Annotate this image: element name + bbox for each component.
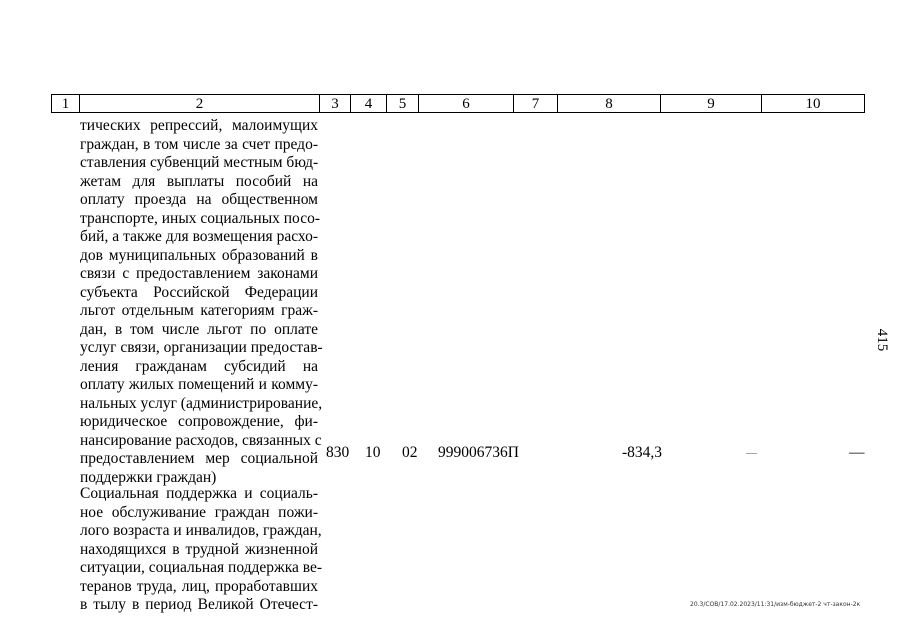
text-line: нальных услуг (администрирование, xyxy=(80,394,323,412)
text-line: ситуации, социальная поддержка ве- xyxy=(80,559,323,576)
text-line: ное обслуживание граждан пожи- xyxy=(80,503,318,521)
text-line: ставления субвенций местным бюд- xyxy=(80,154,319,171)
text-line: услуг связи, организации предостав- xyxy=(80,339,323,356)
text-line: ления гражданам субсидий на xyxy=(80,357,318,375)
text-line: оплату жилых помещений и комму- xyxy=(80,376,318,393)
text-line: тических репрессий, малоимущих xyxy=(80,117,318,134)
col-header-7: 7 xyxy=(514,95,558,112)
footer-stamp: 20.3/СОВ/17.02.2023/11:31/изм-бюджет-2 чт-закон-2к xyxy=(690,601,861,608)
text-line: транспорте, иных социальных посо- xyxy=(80,209,320,227)
text-line: бий, а также для возмещения расхо- xyxy=(80,228,318,245)
col-header-9: 9 xyxy=(661,95,762,112)
text-line: находящихся в трудной жизненной xyxy=(80,540,318,558)
text-line: юридическое сопровождение, фи- xyxy=(80,413,318,430)
text-line: нансирование расходов, связанных с xyxy=(80,431,322,449)
row1-col4-value: 10 xyxy=(365,444,381,461)
text-line: предоставлением мер социальной xyxy=(80,450,318,467)
col-header-6: 6 xyxy=(419,95,514,112)
text-line: субъекта Российской Федерации xyxy=(80,283,318,301)
col-header-2: 2 xyxy=(80,95,320,112)
text-line: жетам для выплаты пособий на xyxy=(80,172,318,190)
text-line: оплату проезда на общественном xyxy=(80,191,318,208)
row1-col10-value: — xyxy=(849,444,865,461)
text-line: лого возраста и инвалидов, граждан, xyxy=(80,522,322,539)
col-header-4: 4 xyxy=(351,95,387,112)
text-line: дов муниципальных образований в xyxy=(80,246,318,264)
text-line: в тылу в период Великой Отечест- xyxy=(80,596,318,613)
col-header-5: 5 xyxy=(387,95,419,112)
row1-col6-value: 999006736П xyxy=(438,444,519,461)
col-header-1: 1 xyxy=(52,95,80,112)
row1-col9-value: — xyxy=(746,447,757,459)
text-line: поддержки граждан) xyxy=(80,468,217,486)
text-line: теранов труда, лиц, проработавших xyxy=(80,577,318,595)
col-header-8: 8 xyxy=(558,95,661,112)
page-number: 415 xyxy=(874,328,890,352)
text-line: дан, в том числе льгот по оплате xyxy=(80,320,318,338)
row1-col8-value: -834,3 xyxy=(622,444,663,461)
row1-description xyxy=(80,117,323,487)
text-line: связи с предоставлением законами xyxy=(80,265,318,282)
row1-col5-value: 02 xyxy=(402,444,418,461)
col-header-10: 10 xyxy=(805,96,821,112)
column-number-header xyxy=(51,94,865,113)
text-line: льгот отдельным категориям граж- xyxy=(80,302,318,319)
row1-col3-value: 830 xyxy=(326,444,350,461)
row2-description xyxy=(80,485,323,615)
text-line: граждан, в том числе за счет предо- xyxy=(80,135,318,153)
col-header-3: 3 xyxy=(320,95,351,112)
text-line: Социальная поддержка и социаль- xyxy=(80,485,318,502)
